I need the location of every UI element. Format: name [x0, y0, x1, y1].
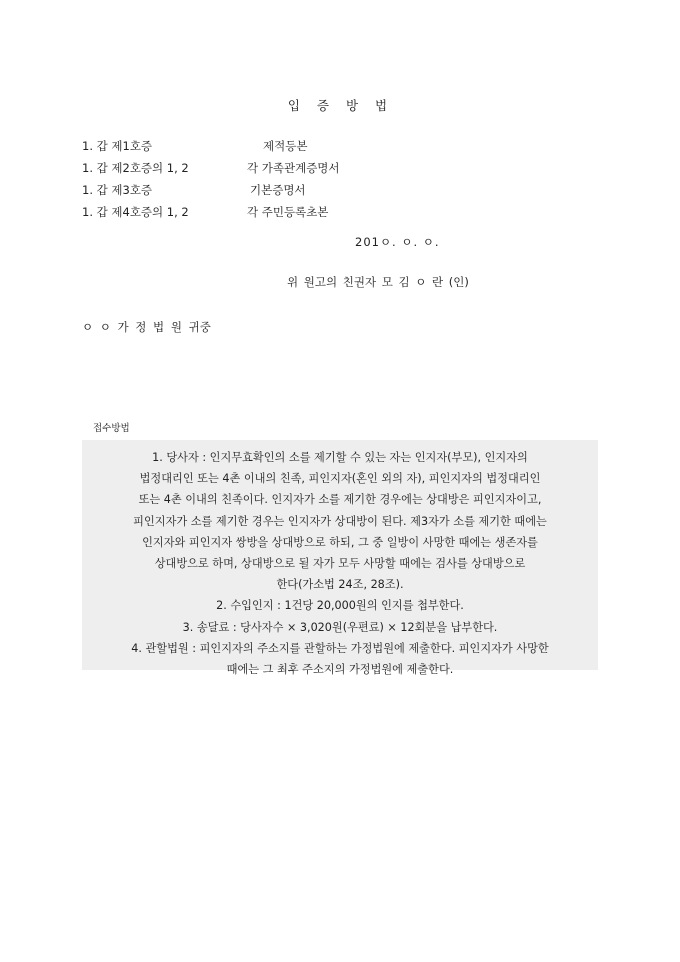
court-addressee: ㅇ ㅇ 가 정 법 원 귀중	[82, 320, 211, 334]
evidence-item	[82, 181, 522, 203]
evidence-code: 1. 갑 제1호증	[82, 139, 153, 153]
signer-line: 위 원고의 친권자 모 김 ㅇ 란 (인)	[287, 275, 469, 289]
filing-method-line: 4. 관할법원 : 피인지자의 주소지를 관할하는 가정법원에 제출한다. 피인지자가 사망한	[131, 641, 549, 655]
evidence-document: 각 주민등록초본	[247, 205, 329, 219]
evidence-document: 각 가족관계증명서	[247, 161, 340, 175]
evidence-code: 1. 갑 제3호증	[82, 183, 153, 197]
filing-method-line: 3. 송달료 : 당사자수 × 3,020원(우편료) × 12회분을 납부한다.	[182, 620, 498, 634]
page-title: 입 증 방 법	[287, 98, 393, 113]
evidence-item	[82, 137, 522, 159]
filing-method-line: 때에는 그 최후 주소지의 가정법원에 제출한다.	[226, 663, 454, 677]
document-date: 201ㅇ. ㅇ. ㅇ.	[355, 235, 440, 249]
filing-method-line: 인지자와 피인지자 쌍방을 상대방으로 하되, 그 중 일방이 사망한 때에는 생존자를	[142, 535, 538, 549]
evidence-list	[82, 137, 522, 225]
filing-method-line: 피인지자가 소를 제기한 경우는 인지자가 상대방이 된다. 제3자가 소를 제기한 때에는	[133, 514, 547, 528]
filing-method-line: 2. 수입인지 : 1건당 20,000원의 인지를 첩부한다.	[216, 599, 464, 613]
filing-method-line: 상대방으로 하며, 상대방으로 될 자가 모두 사망할 때에는 검사를 상대방으로	[154, 557, 526, 571]
filing-method-line: 한다(가소법 24조, 28조).	[276, 578, 404, 592]
evidence-document: 기본증명서	[250, 183, 306, 197]
evidence-item	[82, 203, 522, 225]
filing-method-line: 또는 4촌 이내의 친족이다. 인지자가 소를 제기한 경우에는 상대방은 피인지자이고,	[138, 493, 542, 507]
evidence-code: 1. 갑 제2호증의 1, 2	[82, 161, 189, 175]
filing-method-line: 법정대리인 또는 4촌 이내의 친족, 피인지자(혼인 외의 자), 피인지자의 법정대리인	[139, 472, 541, 486]
filing-method-box	[82, 440, 598, 677]
evidence-document: 제적등본	[263, 139, 308, 153]
evidence-code: 1. 갑 제4호증의 1, 2	[82, 205, 189, 219]
filing-method-label: 접수방법	[93, 423, 130, 434]
filing-method-line: 1. 당사자 : 인지무효확인의 소를 제기할 수 있는 자는 인지자(부모), 인지자의	[152, 451, 528, 464]
evidence-item	[82, 159, 522, 181]
